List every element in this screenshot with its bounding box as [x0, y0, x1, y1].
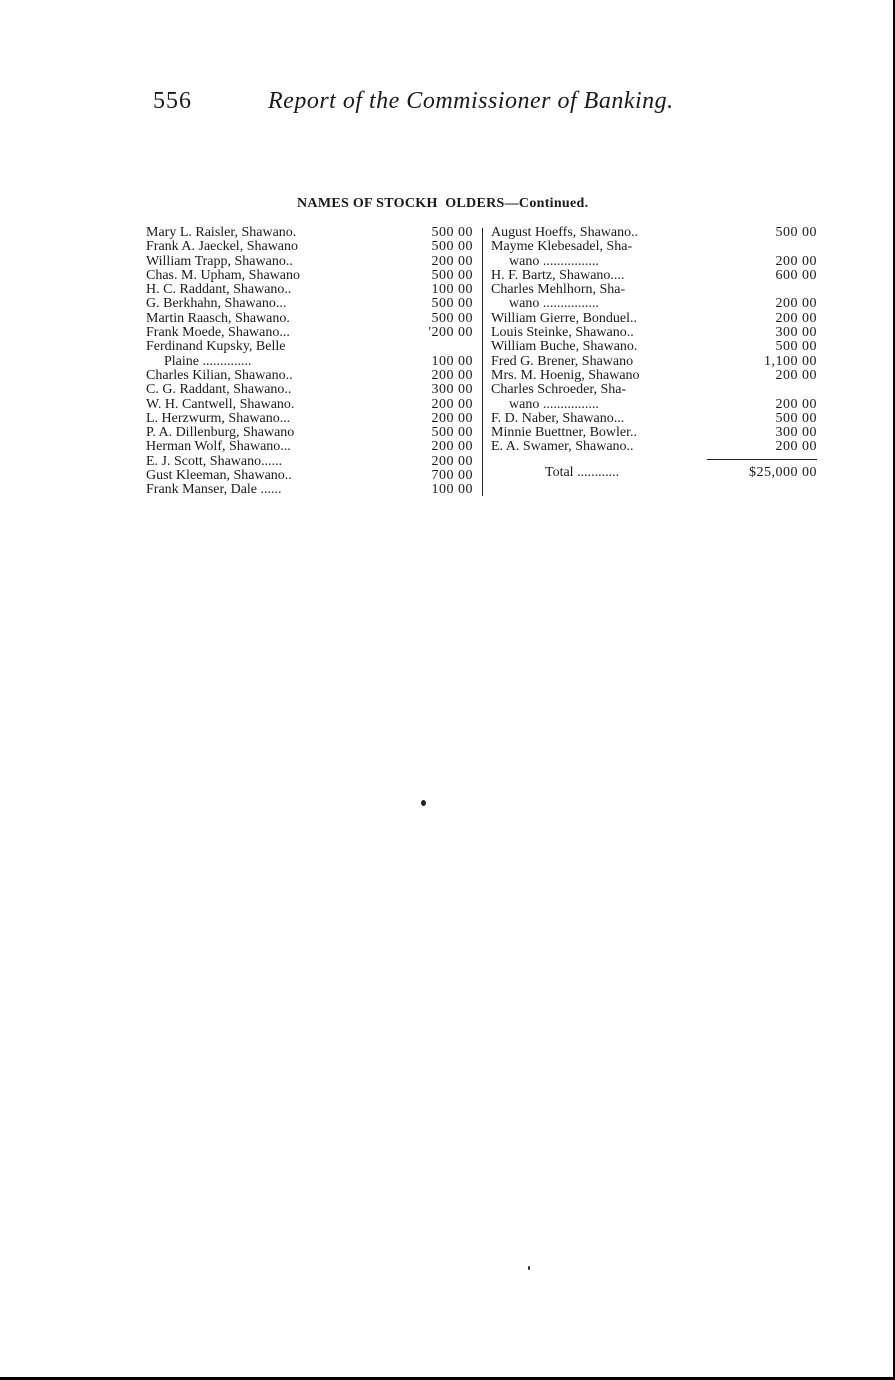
- stockholder-name: Plaine ..............: [164, 354, 252, 369]
- stockholder-amount: 600 00: [775, 267, 817, 283]
- stockholder-name: William Buche, Shawano.: [491, 340, 638, 355]
- running-title: Report of the Commissioner of Banking.: [268, 88, 674, 114]
- stockholder-name: Frank Moede, Shawano...: [146, 326, 290, 341]
- stockholder-amount: 100 00: [431, 353, 473, 369]
- stockholder-row: [146, 383, 473, 397]
- stockholder-row: [491, 369, 817, 383]
- stockholder-amount: [707, 383, 817, 397]
- section-heading: NAMES OF STOCKH OLDERS—Continued.: [297, 196, 589, 211]
- stockholder-row: [491, 440, 817, 454]
- stockholder-amount: 300 00: [775, 325, 817, 341]
- stockholder-row: [491, 412, 817, 426]
- stockholder-amount: [707, 283, 817, 297]
- stockholder-row: [491, 312, 817, 326]
- stockholder-amount: 500 00: [431, 225, 473, 240]
- stockholder-amount: 500 00: [775, 339, 817, 355]
- stockholder-row: [146, 269, 473, 283]
- stockholder-amount: 500 00: [431, 296, 473, 312]
- stockholder-name: wano ................: [509, 254, 599, 269]
- stockholder-name: Herman Wolf, Shawano...: [146, 440, 291, 455]
- stockholder-row: [146, 255, 473, 269]
- stockholder-name: wano ................: [509, 297, 599, 312]
- stockholder-amount: 100 00: [431, 282, 473, 298]
- stockholder-row: [146, 297, 473, 311]
- stockholder-amount: [415, 340, 473, 354]
- stockholder-name: G. Berkhahn, Shawano...: [146, 297, 287, 312]
- stockholder-amount: 200 00: [775, 367, 817, 383]
- stockholder-amount: 200 00: [775, 310, 817, 326]
- stockholder-amount: 1,100 00: [764, 353, 817, 369]
- stockholder-row: [491, 240, 817, 254]
- stockholder-name: William Gierre, Bonduel..: [491, 311, 638, 326]
- stockholder-name: Martin Raasch, Shawano.: [146, 311, 290, 326]
- stockholder-name: P. A. Dillenburg, Shawano: [146, 426, 295, 441]
- stockholder-amount: 200 00: [775, 396, 817, 412]
- stockholder-row: [146, 455, 473, 469]
- stockholder-name: wano ................: [509, 397, 599, 412]
- stockholder-name: L. Herzwurm, Shawano...: [146, 411, 291, 426]
- stockholders-left-column: [146, 226, 473, 498]
- stockholder-name: William Trapp, Shawano..: [146, 254, 293, 269]
- stockholder-row: [491, 426, 817, 440]
- stockholder-amount: 500 00: [431, 239, 473, 255]
- stockholder-amount: 200 00: [431, 396, 473, 412]
- stockholder-amount: 200 00: [431, 439, 473, 455]
- stockholder-name: E. A. Swamer, Shawano..: [491, 440, 634, 455]
- stockholder-name: Gust Kleeman, Shawano..: [146, 469, 292, 484]
- stockholder-row: [491, 398, 817, 412]
- stockholder-row: [146, 226, 473, 240]
- stockholder-row: [146, 340, 473, 354]
- stockholder-amount: 500 00: [431, 267, 473, 283]
- stockholder-name: Ferdinand Kupsky, Belle: [146, 340, 286, 355]
- stockholder-amount: 200 00: [775, 253, 817, 269]
- stockholder-amount: 200 00: [431, 453, 473, 469]
- stockholder-name: Charles Schroeder, Sha-: [491, 383, 627, 398]
- stockholder-name: Frank Manser, Dale ......: [146, 483, 282, 498]
- stockholder-row: [146, 355, 473, 369]
- stockholder-amount: 200 00: [431, 410, 473, 426]
- stockholder-amount: 700 00: [431, 468, 473, 484]
- total-rule: [707, 459, 817, 460]
- total-label: Total ............: [545, 465, 620, 480]
- stockholder-name: E. J. Scott, Shawano......: [146, 454, 283, 469]
- stockholder-amount: 500 00: [431, 310, 473, 326]
- stockholder-name: Chas. M. Upham, Shawano: [146, 268, 300, 283]
- stockholder-amount: 200 00: [431, 253, 473, 269]
- scan-speck: [421, 800, 426, 806]
- stockholder-row: [146, 483, 473, 497]
- stockholder-amount: 200 00: [431, 367, 473, 383]
- total-value: $25,000 00: [749, 465, 817, 480]
- stockholder-amount: 500 00: [431, 425, 473, 441]
- stockholder-row: [491, 297, 817, 311]
- stockholder-name: August Hoeffs, Shawano..: [491, 226, 639, 240]
- stockholder-row: [491, 383, 817, 397]
- stockholder-name: H. F. Bartz, Shawano....: [491, 268, 625, 283]
- page-number: 556: [153, 88, 192, 114]
- stockholder-amount: 500 00: [775, 410, 817, 426]
- stockholder-amount: [707, 240, 817, 254]
- stockholder-name: W. H. Cantwell, Shawano.: [146, 397, 295, 412]
- stockholders-right-column: [491, 226, 817, 455]
- stockholder-name: Louis Steinke, Shawano..: [491, 326, 634, 341]
- total-row: [491, 465, 817, 480]
- stockholder-row: [491, 255, 817, 269]
- stockholder-row: [146, 283, 473, 297]
- stockholder-row: [146, 398, 473, 412]
- column-divider: [482, 228, 483, 496]
- stockholder-row: [146, 412, 473, 426]
- stockholder-row: [491, 283, 817, 297]
- stockholder-amount: 300 00: [775, 425, 817, 441]
- stockholder-name: Mrs. M. Hoenig, Shawano: [491, 368, 640, 383]
- stockholder-name: Charles Kilian, Shawano..: [146, 368, 293, 383]
- stockholder-name: Mary L. Raisler, Shawano.: [146, 226, 297, 240]
- stockholder-row: [146, 326, 473, 340]
- stockholder-amount: 100 00: [431, 482, 473, 498]
- stockholder-row: [146, 440, 473, 454]
- scan-speck: [528, 1266, 530, 1270]
- stockholder-name: Charles Mehlhorn, Sha-: [491, 283, 626, 298]
- stockholder-row: [491, 355, 817, 369]
- stockholder-amount: 500 00: [775, 225, 817, 240]
- stockholder-row: [491, 269, 817, 283]
- stockholder-name: F. D. Naber, Shawano...: [491, 411, 625, 426]
- stockholder-name: Frank A. Jaeckel, Shawano: [146, 240, 299, 255]
- stockholder-amount: 200 00: [775, 439, 817, 455]
- stockholder-row: [146, 426, 473, 440]
- stockholder-row: [146, 240, 473, 254]
- stockholder-name: Minnie Buettner, Bowler..: [491, 426, 638, 441]
- stockholder-row: [146, 369, 473, 383]
- stockholder-name: Mayme Klebesadel, Sha-: [491, 240, 633, 255]
- stockholder-name: Fred G. Brener, Shawano: [491, 354, 634, 369]
- stockholder-amount: 300 00: [431, 382, 473, 398]
- stockholder-amount: 200 00: [775, 296, 817, 312]
- stockholder-row: [491, 340, 817, 354]
- stockholder-name: C. G. Raddant, Shawano..: [146, 383, 292, 398]
- stockholder-row: [146, 469, 473, 483]
- stockholder-row: [146, 312, 473, 326]
- stockholder-name: H. C. Raddant, Shawano..: [146, 283, 292, 298]
- stockholder-amount: '200 00: [428, 325, 473, 341]
- stockholder-row: [491, 326, 817, 340]
- stockholder-row: [491, 226, 817, 240]
